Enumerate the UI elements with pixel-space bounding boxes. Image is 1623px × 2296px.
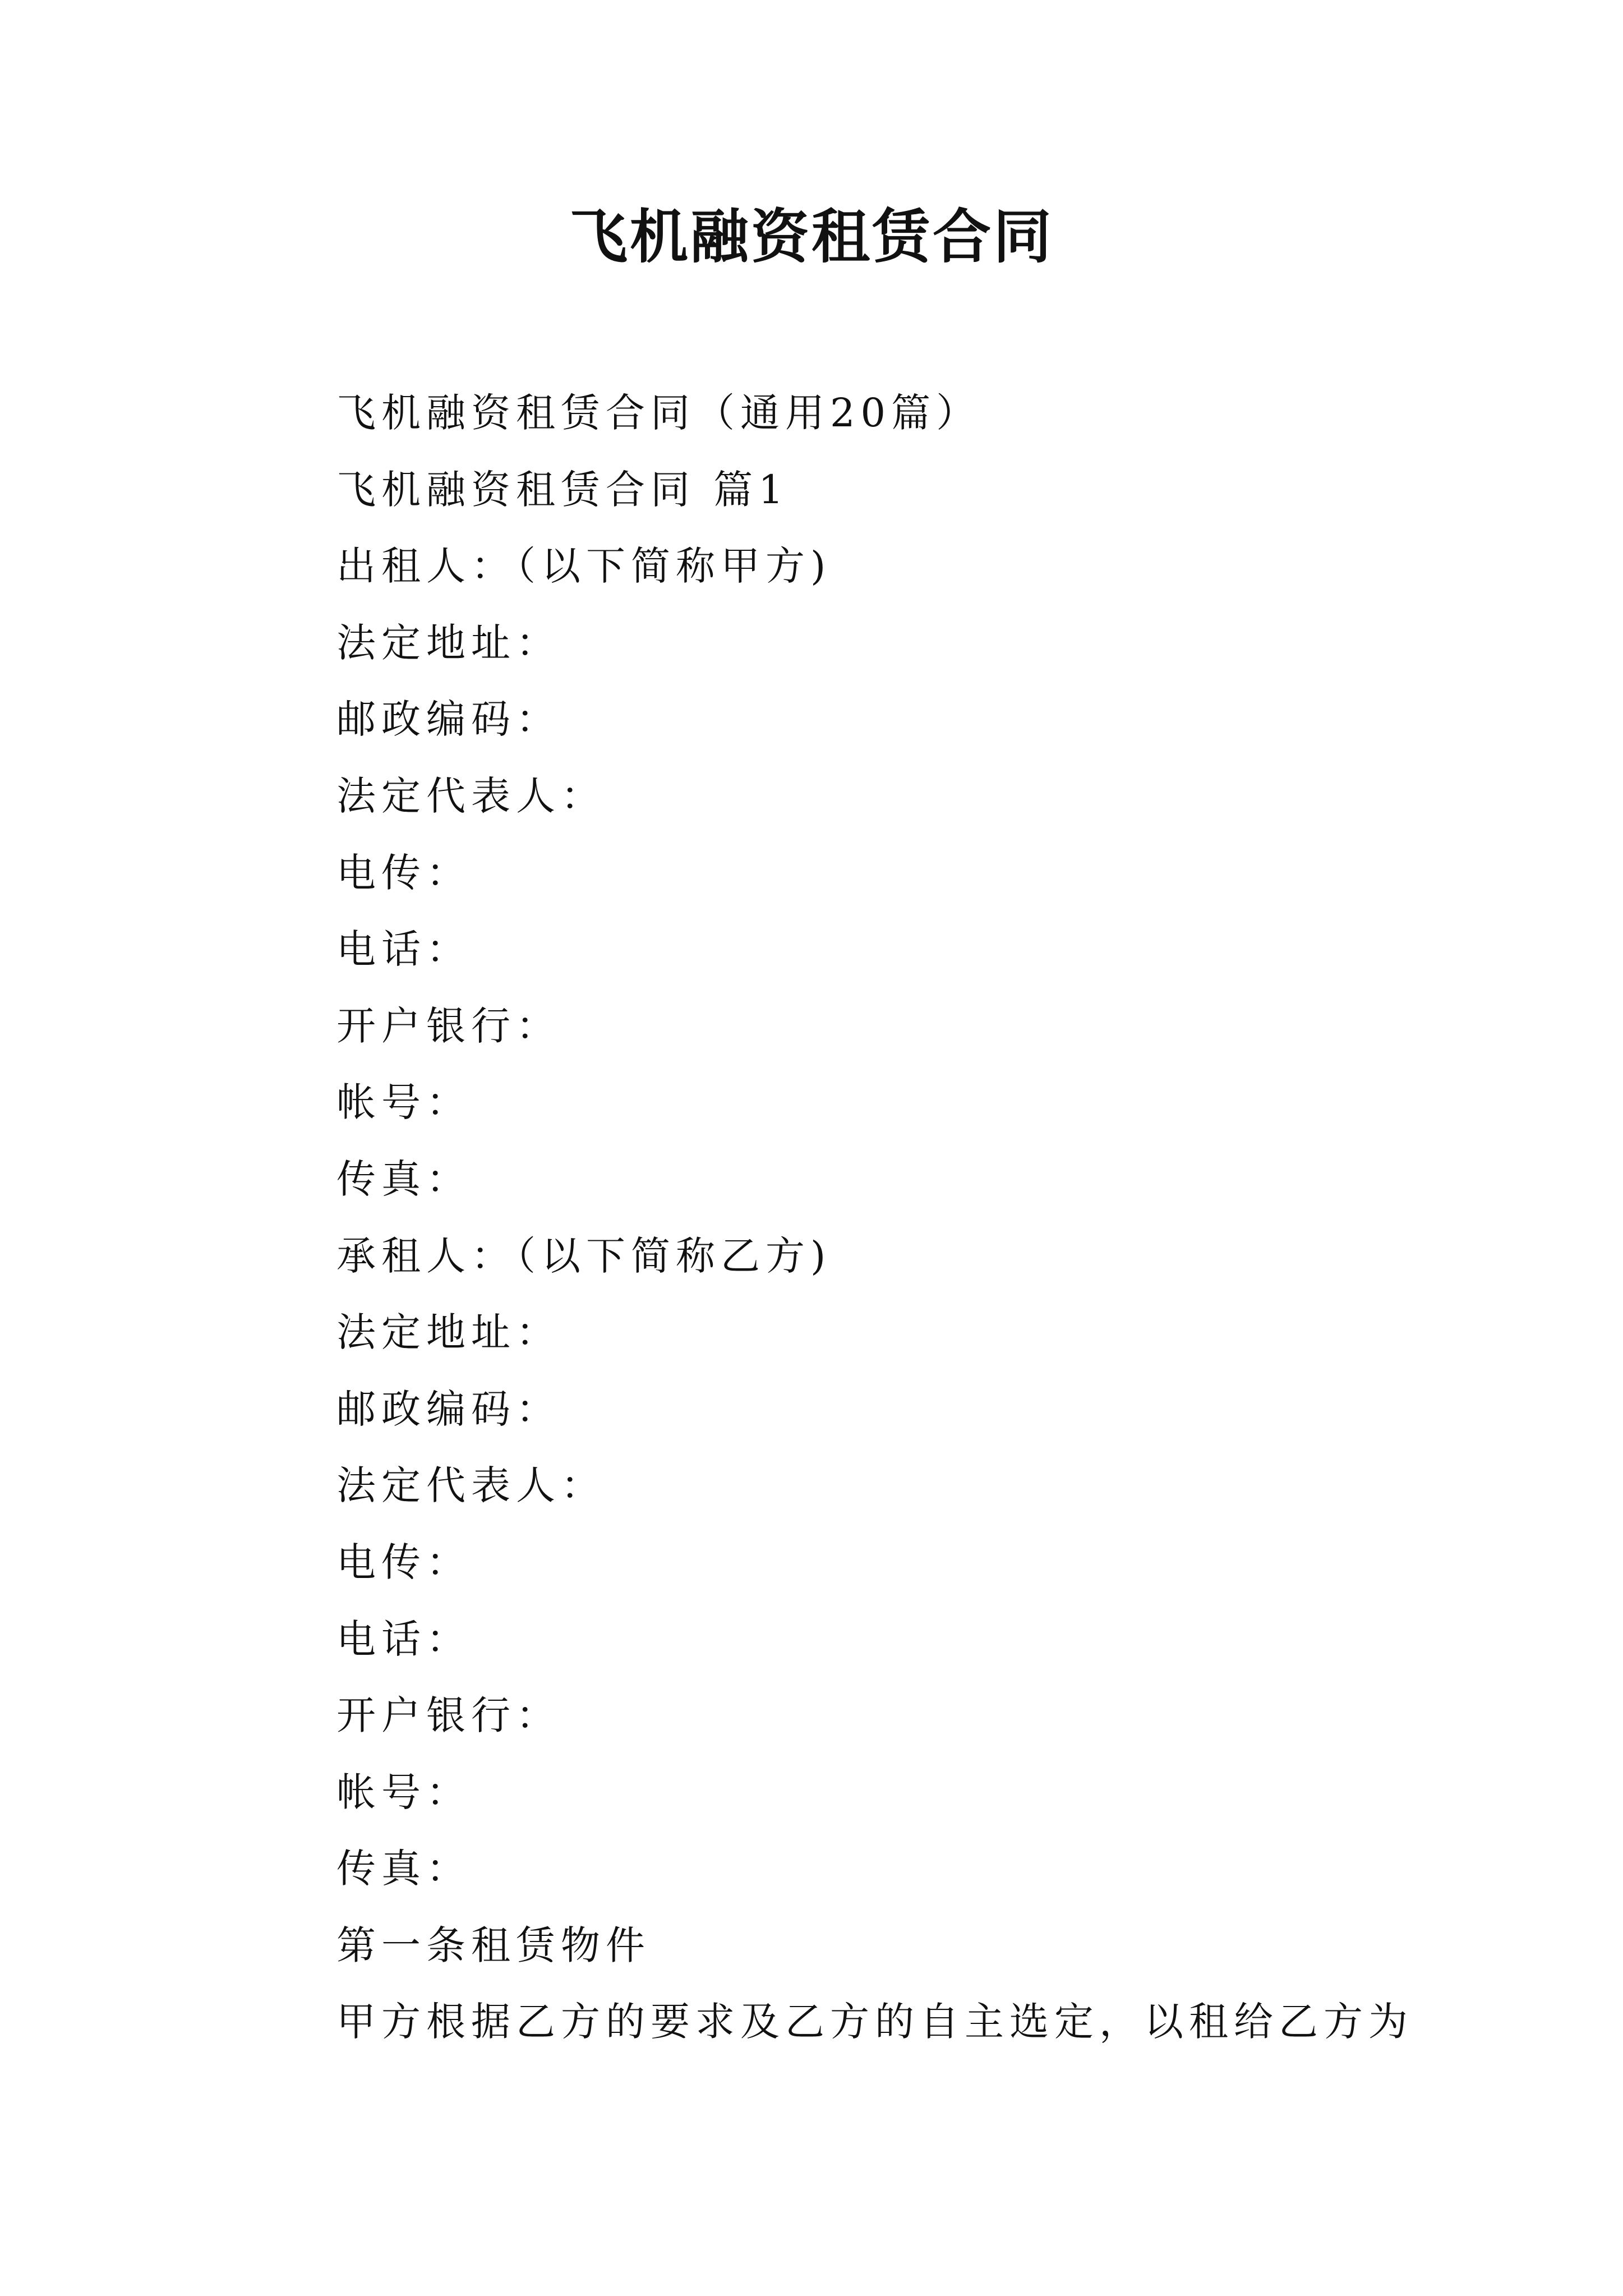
document-body (336, 375, 1458, 2060)
lessee-line: 承租人：（以下简称乙方) (336, 1232, 832, 1279)
lessee-address: 法定地址： (336, 1309, 561, 1356)
document-title: 飞机融资租赁合同 (569, 202, 1054, 271)
lessor-account: 帐号： (336, 1079, 471, 1126)
article-heading: 第一条租赁物件 (336, 1922, 651, 1968)
lessor-bank: 开户银行： (336, 1002, 561, 1049)
lessee-phone: 电话： (336, 1616, 471, 1662)
lessee-legal-rep: 法定代表人： (336, 1462, 606, 1509)
lessor-fax: 传真： (336, 1156, 471, 1202)
lessor-line: 出租人：（以下简称甲方) (336, 543, 832, 590)
section-heading: 飞机融资租赁合同 篇1 (336, 466, 789, 513)
lessor-address: 法定地址： (336, 619, 561, 666)
subtitle-line: 飞机融资租赁合同（通用20篇） (336, 390, 981, 436)
lessee-fax: 传真： (336, 1846, 471, 1892)
lessor-phone: 电话： (336, 926, 471, 973)
paragraph-line: 甲方根据乙方的要求及乙方的自主选定，以租给乙方为 (336, 1999, 1413, 2045)
lessee-bank: 开户银行： (336, 1692, 561, 1739)
lessee-account: 帐号： (336, 1769, 471, 1815)
lessor-postcode: 邮政编码： (336, 696, 561, 743)
lessor-telex: 电传： (336, 849, 471, 896)
lessor-legal-rep: 法定代表人： (336, 772, 606, 819)
lessee-telex: 电传： (336, 1539, 471, 1585)
lessee-postcode: 邮政编码： (336, 1386, 561, 1432)
